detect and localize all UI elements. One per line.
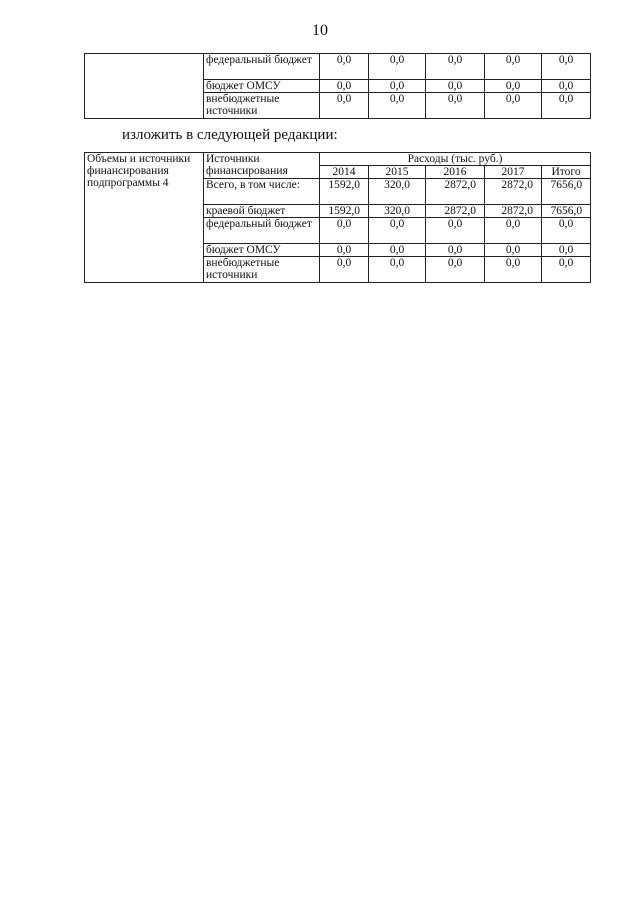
- value-cell: 0,0: [485, 244, 542, 257]
- table-header-row: [85, 153, 591, 166]
- value-cell: 0,0: [320, 80, 369, 93]
- value-cell: 7656,0: [542, 179, 591, 205]
- financing-table: [84, 152, 591, 283]
- value-cell: 0,0: [485, 257, 542, 283]
- source-cell: Всего, в том числе:: [204, 179, 320, 205]
- value-cell: 7656,0: [542, 205, 591, 218]
- column-header: 2014: [320, 166, 369, 179]
- value-cell: 0,0: [542, 54, 591, 80]
- value-cell: 0,0: [485, 80, 542, 93]
- value-cell: 2872,0: [485, 179, 542, 205]
- source-cell: федеральный бюджет: [204, 218, 320, 244]
- page-number: 10: [312, 22, 328, 39]
- value-cell: 1592,0: [320, 179, 369, 205]
- value-cell: 1592,0: [320, 205, 369, 218]
- value-cell: 0,0: [320, 257, 369, 283]
- value-cell: 0,0: [369, 93, 426, 119]
- value-cell: 0,0: [320, 54, 369, 80]
- empty-label-cell: [85, 54, 204, 119]
- column-header: 2016: [426, 166, 485, 179]
- source-cell: внебюджетные источники: [204, 93, 320, 119]
- column-header: 2017: [485, 166, 542, 179]
- old-financing-table: [84, 53, 591, 119]
- value-cell: 0,0: [426, 54, 485, 80]
- value-cell: 0,0: [369, 54, 426, 80]
- value-cell: 0,0: [426, 80, 485, 93]
- value-cell: 2872,0: [485, 205, 542, 218]
- column-header: 2015: [369, 166, 426, 179]
- value-cell: 0,0: [369, 218, 426, 244]
- value-cell: 0,0: [485, 54, 542, 80]
- source-cell: федеральный бюджет: [204, 54, 320, 80]
- value-cell: 0,0: [426, 244, 485, 257]
- value-cell: 0,0: [320, 244, 369, 257]
- value-cell: 0,0: [542, 257, 591, 283]
- amendment-phrase: изложить в следующей редакции:: [122, 127, 338, 143]
- value-cell: 0,0: [426, 218, 485, 244]
- value-cell: 0,0: [542, 93, 591, 119]
- value-cell: 2872,0: [426, 205, 485, 218]
- value-cell: 0,0: [542, 80, 591, 93]
- value-cell: 0,0: [320, 93, 369, 119]
- value-cell: 0,0: [369, 257, 426, 283]
- source-cell: внебюджетные источники: [204, 257, 320, 283]
- value-cell: 0,0: [485, 93, 542, 119]
- source-cell: краевой бюджет: [204, 205, 320, 218]
- value-cell: 320,0: [369, 205, 426, 218]
- source-cell: бюджет ОМСУ: [204, 80, 320, 93]
- value-cell: 0,0: [369, 244, 426, 257]
- table-row: [85, 54, 591, 80]
- source-cell: бюджет ОМСУ: [204, 244, 320, 257]
- value-cell: 0,0: [485, 218, 542, 244]
- value-cell: 0,0: [542, 244, 591, 257]
- value-cell: 0,0: [426, 93, 485, 119]
- value-cell: 2872,0: [426, 179, 485, 205]
- value-cell: 0,0: [426, 257, 485, 283]
- column-header: Итого: [542, 166, 591, 179]
- subprogram-label-cell: Объемы и источники финансирования подпрограммы 4: [85, 153, 204, 283]
- value-cell: 0,0: [542, 218, 591, 244]
- value-cell: 0,0: [320, 218, 369, 244]
- value-cell: 0,0: [369, 80, 426, 93]
- sources-header: Источники финансирования: [204, 153, 320, 179]
- expenses-header: Расходы (тыс. руб.): [320, 153, 591, 166]
- value-cell: 320,0: [369, 179, 426, 205]
